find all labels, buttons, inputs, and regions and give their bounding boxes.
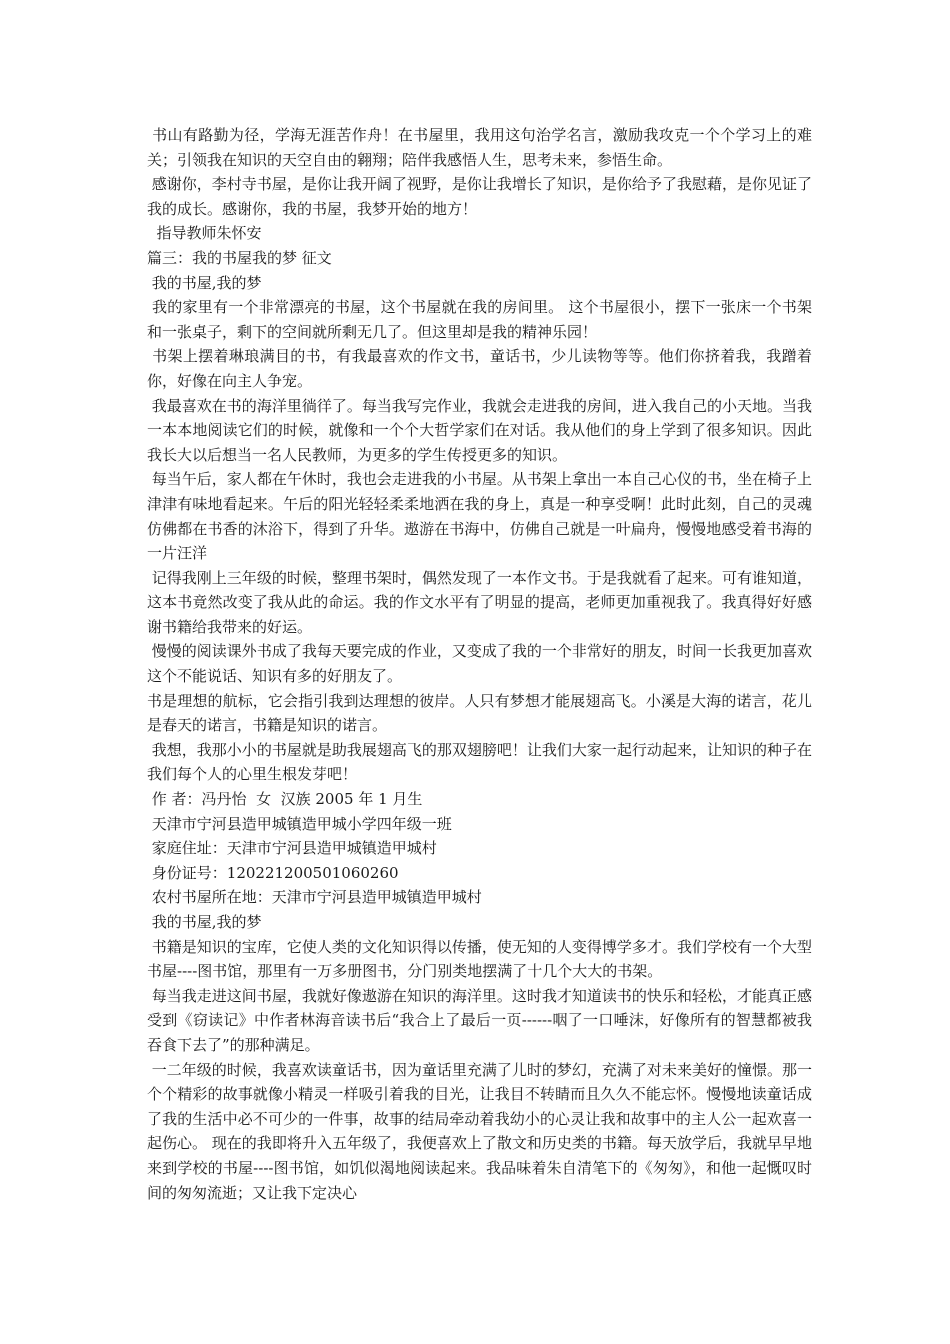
paragraph: 我最喜欢在书的海洋里徜徉了。每当我写完作业，我就会走进我的房间，进入我自己的小天地。当我一本本地阅读它们的时候，就像和一个个大哲学家们在对话。我从他们的身上学到了很多知识。因此我长大以后想当一名人民教师，为更多的学生传授更多的知识。: [147, 396, 812, 464]
essay-title: 我的书屋,我的梦: [147, 913, 262, 931]
paragraph: 一二年级的时候，我喜欢读童话书，因为童话里充满了儿时的梦幻，充满了对未来美好的憧憬。那一个个精彩的故事就像小精灵一样吸引着我的目光，让我目不转睛而且久久不能忘怀。慢慢地读童话成了我的生活中必不可少的一件事，故事的结局牵动着我幼小的心灵让我和故事中的主人公一起欢喜一起伤心。 现在的我即将升入五年级了，我便喜欢上了散文和历史类的书籍。每天放学后，我就早早地来到学校的书屋----图书馆，如饥似渴地阅读起来。我品味着朱自清笔下的《匆匆》，和他一起慨叹时间的匆匆流逝；又让我下定决心: [147, 1060, 812, 1202]
paragraph: 感谢你，李村寺书屋，是你让我开阔了视野，是你让我增长了知识，是你给予了我慰藉，是你见证了我的成长。感谢你，我的书屋，我梦开始的地方！: [147, 175, 812, 218]
paragraph: 我想，我那小小的书屋就是助我展翅高飞的那双翅膀吧！让我们大家一起行动起来，让知识的种子在我们每个人的心里生根发芽吧！: [147, 740, 812, 784]
school-line: 天津市宁河县造甲城镇造甲城小学四年级一班: [147, 814, 452, 833]
author-line: 作 者：冯丹怡 女 汉族 2005 年 1 月生: [147, 790, 423, 809]
paragraph: 每当我走进这间书屋，我就好像遨游在知识的海洋里。这时我才知道读书的快乐和轻松，才能真正感受到《窃读记》中作者林海音读书后“我合上了最后一页------咽了一口唾沫，好像所有的智慧都被我吞食下去了”的那种满足。: [147, 986, 812, 1054]
paragraph: 书是理想的航标，它会指引我到达理想的彼岸。人只有梦想才能展翅高飞。小溪是大海的诺言，花儿是春天的诺言，书籍是知识的诺言。: [147, 691, 812, 735]
paragraph: 慢慢的阅读课外书成了我每天要完成的作业，又变成了我的一个非常好的朋友，时间一长我更加喜欢这个不能说话、知识有多的好朋友了。: [147, 642, 812, 686]
address-line: 家庭住址：天津市宁河县造甲城镇造甲城村: [147, 839, 437, 858]
paragraph: 书架上摆着琳琅满目的书，有我最喜欢的作文书，童话书，少儿读物等等。他们你挤着我，我蹭着你，好像在向主人争宠。: [147, 347, 812, 390]
paragraph: 记得我刚上三年级的时候，整理书架时，偶然发现了一本作文书。于是我就看了起来。可有谁知道，这本书竟然改变了我从此的命运。我的作文水平有了明显的提高，老师更加重视我了。我真得好好感谢书籍给我带来的好运。: [147, 568, 812, 636]
essay-title: 我的书屋,我的梦: [147, 273, 262, 292]
paragraph: 书籍是知识的宝库，它使人类的文化知识得以传播，使无知的人变得博学多才。我们学校有一个大型书屋----图书馆，那里有一万多册图书，分门别类地摆满了十几个大大的书架。: [147, 937, 812, 981]
paragraph: 我的家里有一个非常漂亮的书屋，这个书屋就在我的房间里。 这个书屋很小，摆下一张床一个书架和一张桌子，剩下的空间就所剩无几了。但这里却是我的精神乐园！: [147, 298, 812, 341]
library-location-line: 农村书屋所在地：天津市宁河县造甲城镇造甲城村: [147, 888, 482, 907]
paragraph: 每当午后，家人都在午休时，我也会走进我的小书屋。从书架上拿出一本自己心仪的书，坐在椅子上津津有味地看起来。午后的阳光轻轻柔柔地洒在我的身上，真是一种享受啊！此时此刻，自己的灵魂仿佛都在书香的沐浴下，得到了升华。遨游在书海中，仿佛自己就是一叶扁舟，慢慢地感受着书海的一片汪洋: [147, 470, 812, 563]
document-body: [147, 123, 812, 1205]
id-number-line: 身份证号：120221200501060260: [147, 863, 399, 882]
paragraph: 书山有路勤为径，学海无涯苦作舟！在书屋里，我用这句治学名言，激励我攻克一个个学习上的难关；引领我在知识的天空自由的翱翔；陪伴我感悟人生，思考未来，参悟生命。: [147, 126, 812, 169]
section-heading: 篇三：我的书屋我的梦 征文: [147, 248, 332, 267]
advisor-line: 指导教师朱怀安: [147, 224, 262, 243]
